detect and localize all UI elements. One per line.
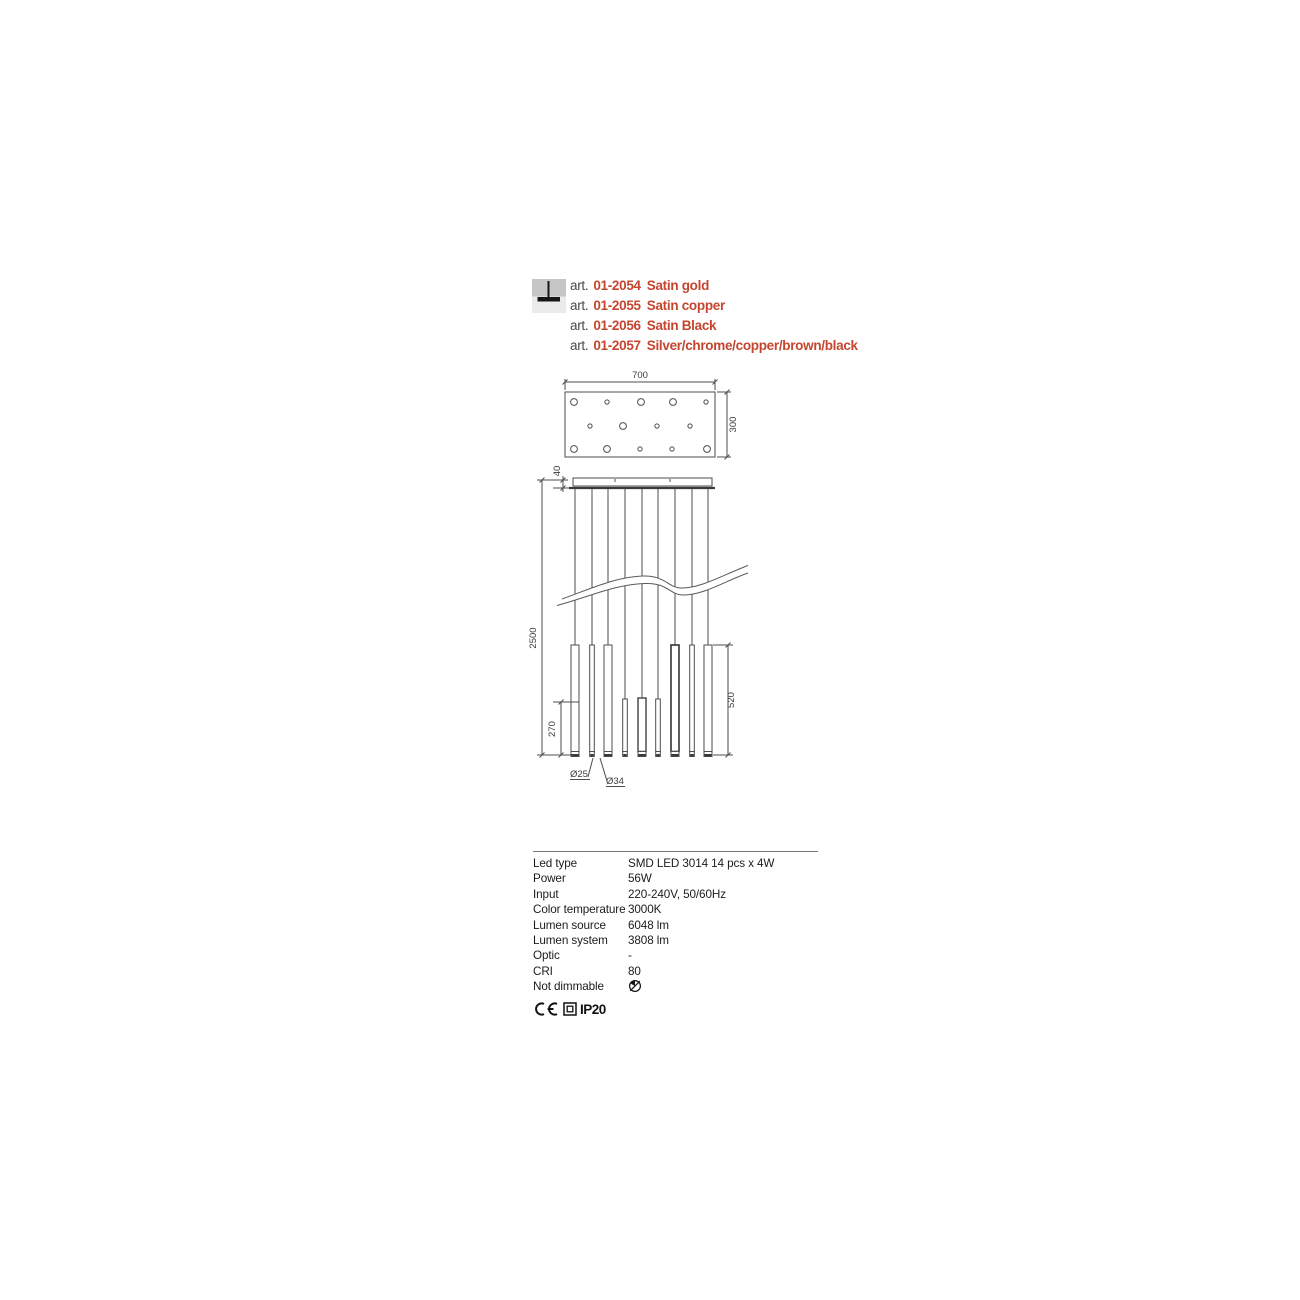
spec-label: Color temperature: [533, 903, 626, 917]
spec-value: 56W: [628, 872, 652, 886]
spec-label: CRI: [533, 964, 553, 978]
spec-table-rule: [533, 851, 818, 852]
top-view-width-label: 700: [632, 370, 648, 381]
top-view-drawing: [563, 379, 732, 460]
spec-row: [533, 979, 818, 994]
article-prefix: art.: [570, 338, 589, 353]
spec-value: -: [628, 949, 632, 963]
top-view-depth-label: 300: [728, 416, 739, 433]
article-item: [570, 296, 870, 316]
spec-value: 3000K: [628, 903, 662, 917]
spec-label: Not dimmable: [533, 980, 604, 994]
long-tube-length-label: 520: [726, 692, 737, 708]
tube-end-caps: [571, 752, 712, 757]
spec-row: [533, 933, 818, 948]
article-item: [570, 316, 870, 336]
spec-row: [533, 902, 818, 917]
spec-value: SMD LED 3014 14 pcs x 4W: [628, 857, 775, 870]
article-code: 01-2057: [593, 338, 641, 353]
spec-row: [533, 918, 818, 933]
no-dimmer-icon: [628, 979, 642, 993]
article-code: 01-2055: [593, 298, 641, 313]
spec-row: [533, 964, 818, 979]
spec-label: Lumen system: [533, 933, 608, 947]
article-prefix: art.: [570, 298, 589, 313]
article-finish: Satin gold: [646, 278, 710, 293]
spec-row: [533, 871, 818, 886]
spec-value: [628, 979, 818, 994]
article-item: [570, 336, 870, 356]
spec-value: 80: [628, 964, 641, 978]
spec-row: [533, 856, 818, 871]
spec-label: Optic: [533, 949, 560, 963]
spec-row: [533, 887, 818, 902]
class-ii-insulation-icon: [563, 1002, 577, 1016]
product-thumbnail: [532, 279, 566, 313]
technical-drawing: [520, 360, 790, 800]
ip-rating-label: IP20: [580, 1001, 606, 1017]
break-line-wave: [557, 566, 748, 606]
spec-label: Input: [533, 887, 559, 901]
spec-value: 3808 lm: [628, 933, 669, 947]
spec-table: [533, 845, 818, 995]
canopy-height-label: 40: [552, 465, 563, 477]
spec-value: 220-240V, 50/60Hz: [628, 887, 726, 901]
article-finish: Satin Black: [646, 318, 717, 333]
spec-value: 6048 lm: [628, 918, 669, 932]
small-diameter-label: Ø25: [570, 769, 588, 780]
article-list: [570, 276, 870, 356]
article-finish: Silver/chrome/copper/brown/black: [646, 338, 858, 353]
article-code: 01-2056: [593, 318, 641, 333]
canopy-thumbnail-icon: [532, 279, 566, 313]
short-tube-length-label: 270: [547, 721, 558, 737]
ce-mark-icon: [533, 1002, 560, 1016]
certifications: [533, 1001, 606, 1017]
drop-dimension-label: 2500: [528, 627, 539, 649]
spec-label: Lumen source: [533, 918, 606, 932]
spec-row: [533, 948, 818, 963]
article-finish: Satin copper: [646, 298, 725, 313]
spec-label: Power: [533, 872, 566, 886]
spec-label: Led type: [533, 857, 578, 870]
article-item: [570, 276, 870, 296]
article-prefix: art.: [570, 278, 589, 293]
side-view-drawing: [528, 466, 748, 787]
article-prefix: art.: [570, 318, 589, 333]
article-code: 01-2054: [593, 278, 641, 293]
large-diameter-label: Ø34: [606, 776, 624, 787]
